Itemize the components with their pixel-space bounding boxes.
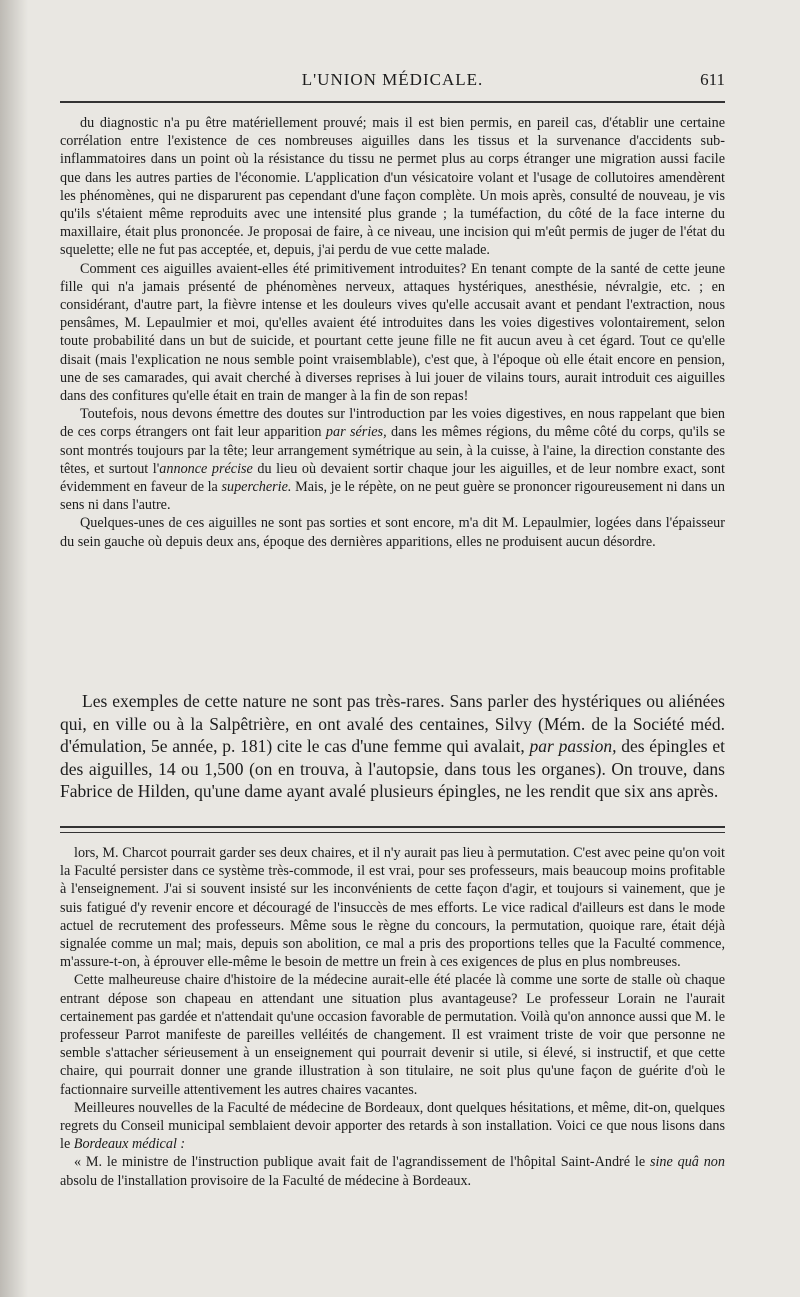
italic-run: par passion, [529,736,617,756]
text-run: des épingles et des aiguilles, 14 ou 1,500 (on en trouva, à l'autopsie, dans tous les organes). On trouve, dans Fabrice de Hilden, qu'une dame ayant avalé plusieurs épingles, ne les rendit que six ans après. [60,736,725,801]
header-rule [60,101,725,103]
note-paragraph [60,690,725,803]
text-run: absolu de l'installation provisoire de la Faculté de médecine à Bordeaux. [60,1172,472,1189]
feuilleton-text [60,844,725,1190]
text-run: Cette malheureuse chaire d'histoire de la médecine aurait-elle été placée là comme une sorte de stalle où chaque entrant dépose son chapeau en attendant une situation plus avantageuse? Le professeur Lorain ne l'aurait certainement pas gardée et n'attendait qu'une occasion favorable de permutation. Voilà qu'on annonce aussi que M. le professeur Parrot manifeste de pareilles velléités de changement. Il est vraiment triste de voir que personne ne semble s'attacher sérieusement à un enseignement qui pourrait devenir si utile, si élevé, si instructif, et que cette chaire, qui pourrait donner une grande illustration à son titulaire, ne soit plus qu'une façon de guérite d'où le factionnaire surveille attentivement les autres chaires vacantes. [60,972,725,1098]
text-run: Comment ces aiguilles avaient-elles été primitivement introduites? En tenant compte de la santé de cette jeune fille qui n'a jamais présenté de phénomènes nerveux, attaques hystériques, anesthésie, névralgie, etc. ; en considérant, d'autre part, la fièvre intense et les douleurs vives qu'elle accusait avant et pendant l'extraction, nous pensâmes, M. Lepaulmier et moi, qu'elles avaient été introduites dans les voies digestives volontairement, selon toute probabilité dans un but de suicide, et pourtant cette jeune fille ne fit aucun aveu à cet égard. Tout ce qu'elle disait (mais l'explication ne nous semble point vraisemblable), c'est que, à l'époque où elle était encore en pension, une de ses camarades, qui avait cherché à diverses reprises à lui jouer de vilains tours, aurait introduit ces aiguilles dans des confitures qu'elle était en train de manger à la fin de son repas! [60,260,725,405]
italic-run: annonce précise [159,460,253,477]
feuilleton-paragraph [60,844,725,971]
text-run: du diagnostic n'a pu être matériellement prouvé; mais il est bien permis, en pareil cas, d'établir une certaine corrélation entre l'existence de ces nombreuses aiguilles dans les tissus et la survenance d'accidents sub-inflammatoires dans un point où la résistance du tissu ne permet plus au corps étranger une migration aussi facile que dans les autres parties de l'économie. L'application d'un vésicatoire volant et l'usage de collutoires amendèrent les phénomènes, qui ne disparurent pas cependant d'une façon complète. Un mois après, consulté de nouveau, je vis qu'ils s'étaient même reproduits avec une intensité plus grande ; la tuméfaction, du côté de la face interne du maxillaire, était plus prononcée. Je proposai de faire, à ce niveau, une incision qui m'eût permis de juger de l'état du squelette; elle ne fut pas acceptée, et, depuis, j'ai perdu de vue cette malade. [60,115,725,259]
feuilleton-divider-thick [60,826,725,828]
italic-run: par séries, [325,424,387,441]
feuilleton-paragraph [60,971,725,1098]
text-run: Meilleures nouvelles de la Faculté de médecine de Bordeaux, dont quelques hésitations, et même, dit-on, quelques regrets du Conseil municipal semblaient devoir apporter des retards à son installation. Voici ce que nous lisons dans le [60,1099,725,1153]
italic-run: Bordeaux médical : [73,1136,186,1153]
feuilleton-paragraph [60,1153,725,1189]
main-paragraph [60,260,725,406]
text-run: « M. le ministre de l'instruction publique avait fait de l'agrandissement de l'hôpital Saint-André le [74,1154,650,1171]
italic-run: sine quâ non [649,1154,725,1171]
feuilleton-paragraph [60,1099,725,1154]
main-text [60,114,725,551]
text-run: Mais, je le répète, on ne peut guère se prononcer rigoureusement ni dans un sens ni dans l'autre. [60,479,725,514]
main-paragraph [60,405,725,514]
page-header [60,70,725,100]
text-run: lors, M. Charcot pourrait garder ses deux chaires, et il n'y aurait pas lieu à permutation. C'est avec peine qu'on voit la Faculté persister dans ce système très-commode, il est vrai, pour ses professeurs, mais beaucoup moins profitable à l'enseignement. J'ai si souvent insisté sur les inconvénients de cette façon d'agir, et toujours si vainement, que je suis fatigué d'y revenir encore et découragé de l'insuccès de mes efforts. Le vice radical d'ailleurs est dans le mode actuel de recrutement des professeurs. Même sous le règne du concours, la permutation, quoique rare, était déjà signalée comme un mal; mais, depuis son abolition, ce mal a pris des proportions telles que la Faculté commence, m'assure-t-on, à éprouver elle-même le besoin de mettre un frein à ces exigences de plus en plus nombreuses. [60,845,725,971]
main-paragraph [60,114,725,260]
italic-run: supercherie. [221,479,292,496]
page-number: 611 [700,70,725,89]
text-run: du lieu où devaient sortir chaque jour les aiguilles, et de leur nombre exact, sont évidemment en faveur de la [60,460,725,496]
main-paragraph [60,514,725,550]
page-gutter-shadow [0,0,28,1297]
footnote-text [60,690,725,803]
running-title: L'UNION MÉDICALE. [301,70,484,89]
text-run: dans les mêmes régions, du même côté du corps, qu'ils se sont montrés toujours par la tête; leur arrangement symétrique au sein, à la cuisse, à l'aine, la direction constante des têtes, et surtout l' [60,424,726,477]
feuilleton-divider-thin [60,832,725,833]
text-run: Quelques-unes de ces aiguilles ne sont pas sorties et sont encore, m'a dit M. Lepaulmier, logées dans l'épaisseur du sein gauche où depuis deux ans, époque des dernières apparitions, elles ne produisent aucun désordre. [60,515,725,550]
text-run: Les exemples de cette nature ne sont pas très-rares. Sans parler des hystériques ou aliénées qui, en ville ou à la Salpêtrière, en ont avalé des centaines, Silvy (Mém. de la Société méd. d'émulation, 5e année, p. 181) cite le cas d'une femme qui avalait, [60,691,725,756]
text-run: Toutefois, nous devons émettre des doutes sur l'introduction par les voies digestives, en nous rappelant que bien de ces corps étrangers ont fait leur apparition [60,406,725,441]
